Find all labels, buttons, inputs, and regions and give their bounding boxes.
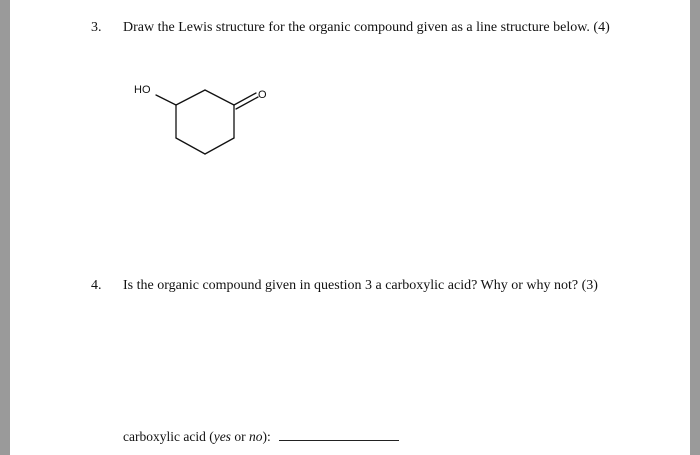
line-structure-diagram	[10, 0, 690, 260]
ring-bond-1	[176, 90, 205, 105]
answer-prefix: carboxylic acid (	[123, 429, 214, 444]
answer-no: no	[248, 429, 263, 444]
ring-bond-4	[205, 138, 234, 154]
carbonyl-double-bond-b	[236, 97, 258, 109]
carbonyl-double-bond-a	[234, 93, 256, 105]
answer-blank-line[interactable]	[279, 428, 399, 441]
hydroxyl-label: HO	[134, 84, 151, 96]
ring-bond-5	[176, 138, 205, 154]
question-3-number: 3.	[91, 20, 102, 35]
answer-suffix: ):	[262, 429, 271, 444]
ring-bond-2	[205, 90, 234, 105]
worksheet-page	[10, 0, 690, 455]
hydroxyl-bond	[156, 95, 176, 105]
answer-or: or	[230, 429, 249, 444]
carbonyl-oxygen-label: O	[258, 89, 267, 101]
question-4-text: Is the organic compound given in question 3 a carboxylic acid? Why or why not? (3)	[123, 278, 598, 293]
carboxylic-acid-answer-prompt	[123, 428, 399, 445]
question-4-number: 4.	[91, 278, 102, 293]
answer-yes: yes	[213, 429, 231, 444]
question-3-text: Draw the Lewis structure for the organic compound given as a line structure below. (4)	[123, 20, 610, 35]
